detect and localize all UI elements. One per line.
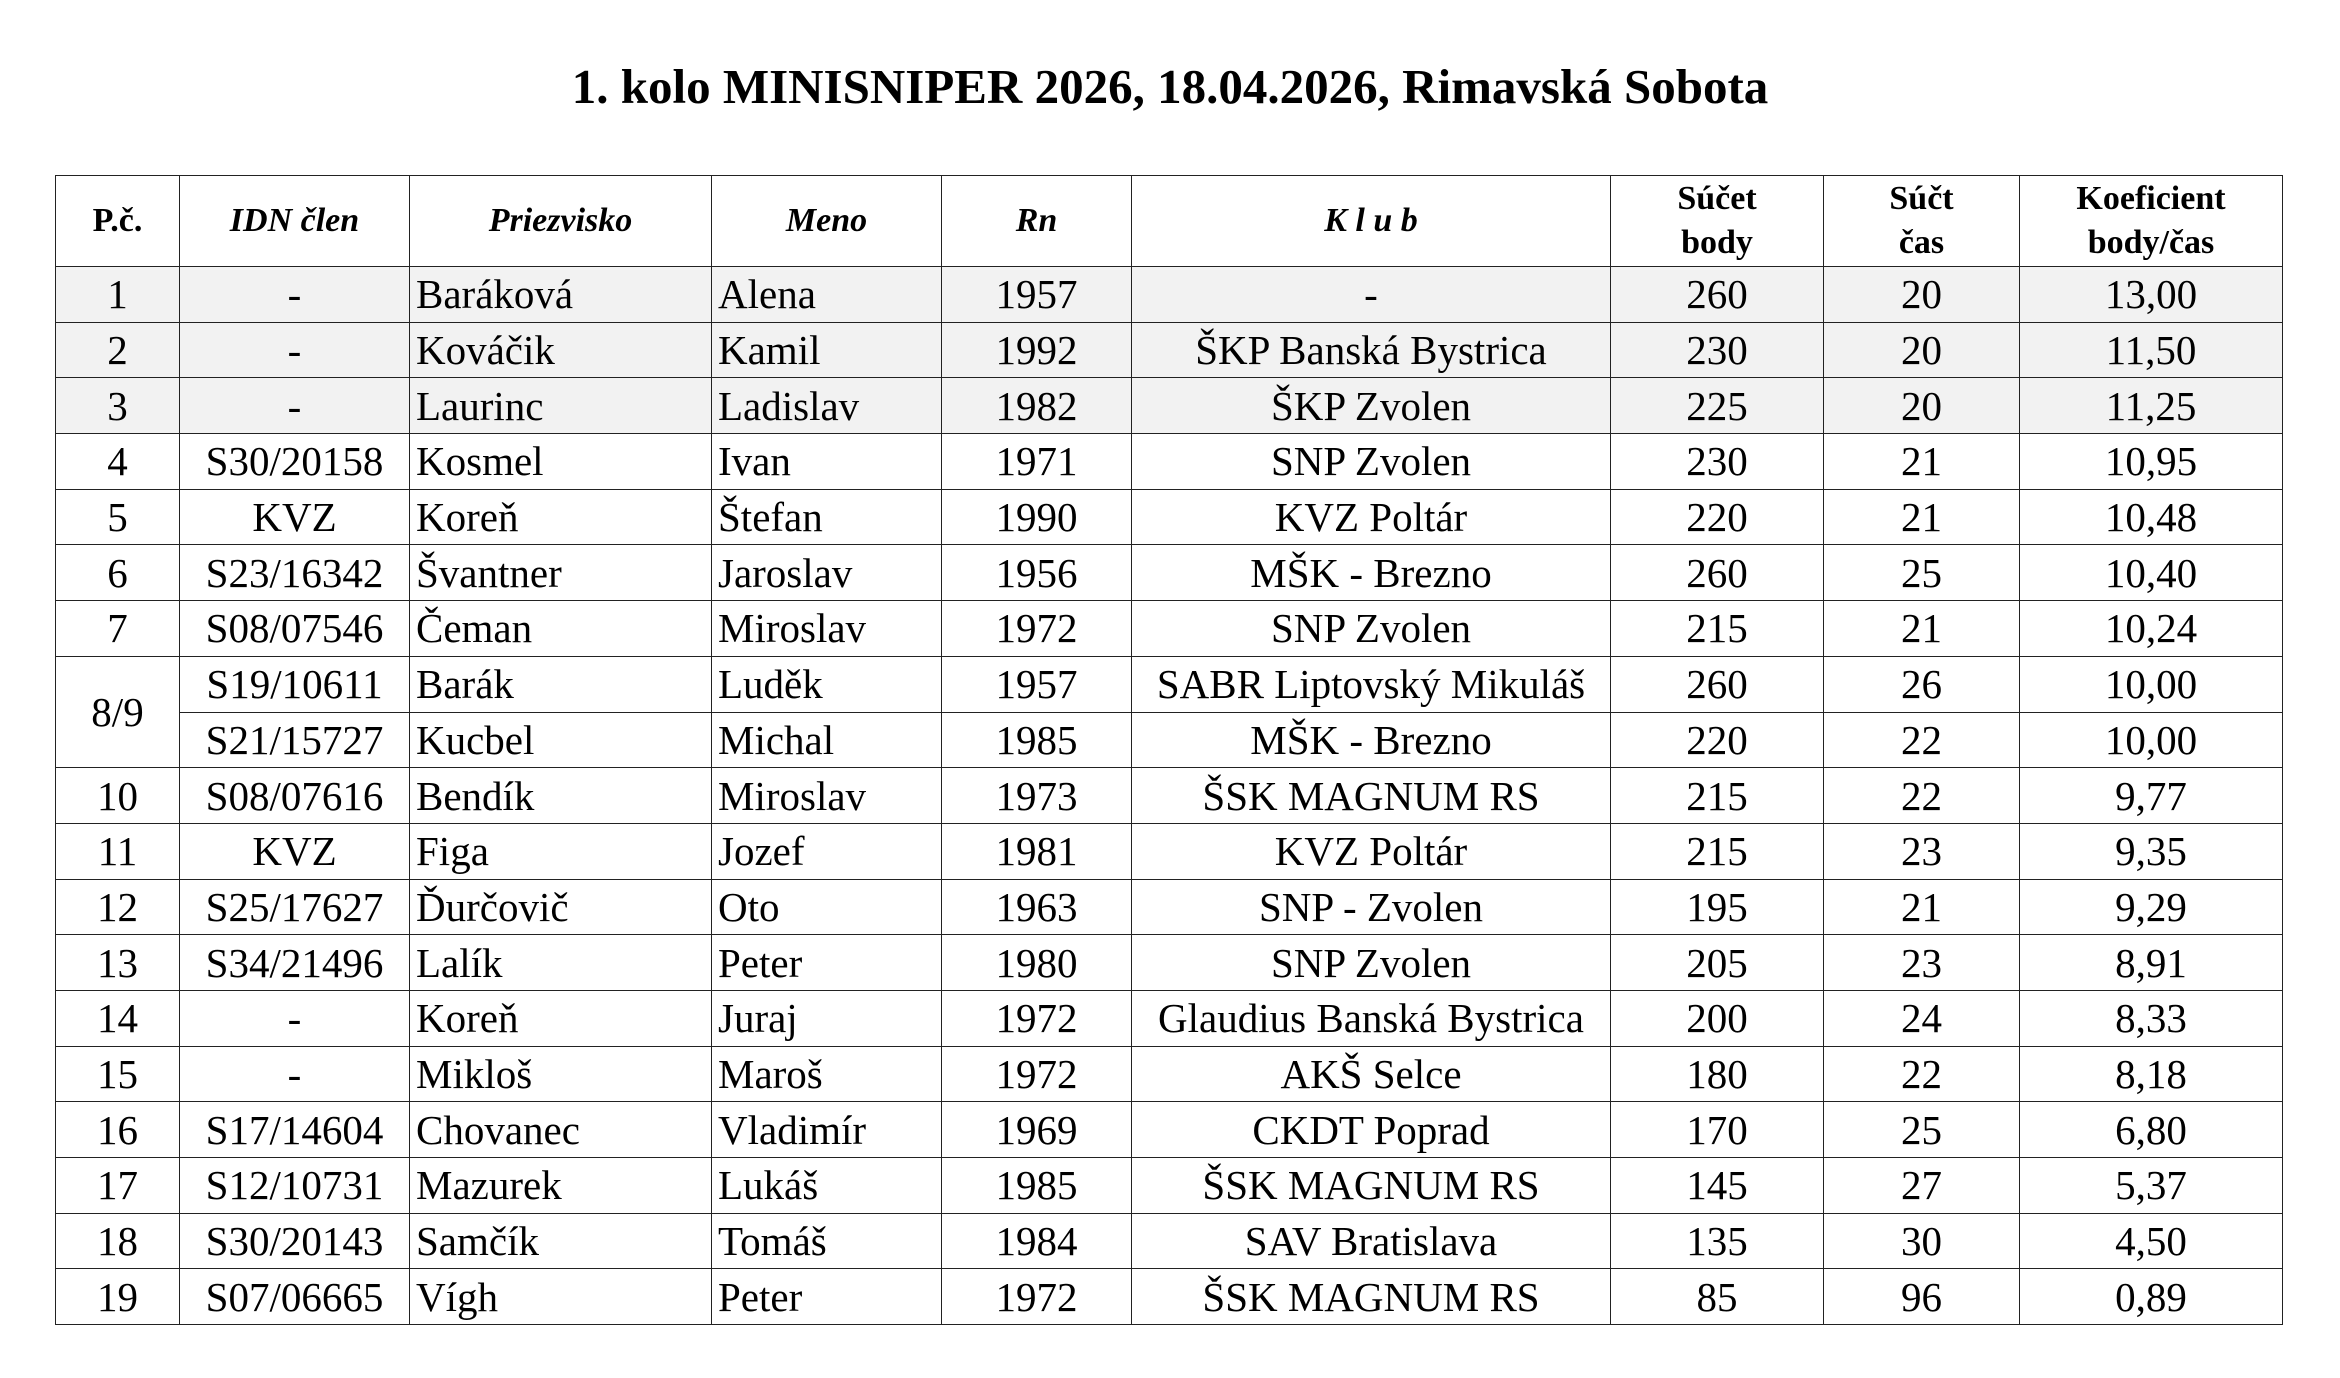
- cell-sucet-cas: 21: [1824, 489, 2020, 545]
- cell-idn: S08/07546: [180, 601, 410, 657]
- header-sucet-cas-line1: Súčt: [1889, 180, 1954, 217]
- cell-sucet-body: 260: [1611, 267, 1824, 323]
- cell-sucet-cas: 30: [1824, 1213, 2020, 1269]
- header-klub: K l u b: [1132, 176, 1611, 267]
- cell-meno: Jaroslav: [712, 545, 942, 601]
- cell-sucet-cas: 21: [1824, 879, 2020, 935]
- cell-sucet-body: 135: [1611, 1213, 1824, 1269]
- cell-rn: 1969: [942, 1102, 1132, 1158]
- cell-koeficient: 8,91: [2020, 935, 2283, 991]
- cell-pc: 19: [56, 1269, 180, 1325]
- cell-rn: 1957: [942, 656, 1132, 712]
- header-sucet-cas-line2: čas: [1898, 224, 1945, 261]
- cell-koeficient: 6,80: [2020, 1102, 2283, 1158]
- cell-meno: Juraj: [712, 990, 942, 1046]
- cell-sucet-cas: 25: [1824, 1102, 2020, 1158]
- cell-idn: -: [180, 1046, 410, 1102]
- header-sucet-body: [1611, 176, 1824, 267]
- cell-rn: 1990: [942, 489, 1132, 545]
- cell-klub: Glaudius Banská Bystrica: [1132, 990, 1611, 1046]
- results-table: [55, 175, 2283, 1325]
- cell-rn: 1972: [942, 1046, 1132, 1102]
- cell-priezvisko: Kucbel: [410, 712, 712, 768]
- cell-sucet-cas: 20: [1824, 378, 2020, 434]
- table-row: [56, 879, 2283, 935]
- cell-priezvisko: Čeman: [410, 601, 712, 657]
- cell-sucet-body: 215: [1611, 768, 1824, 824]
- cell-sucet-body: 170: [1611, 1102, 1824, 1158]
- table-row: [56, 1046, 2283, 1102]
- cell-meno: Luděk: [712, 656, 942, 712]
- cell-priezvisko: Kováčik: [410, 322, 712, 378]
- cell-rn: 1956: [942, 545, 1132, 601]
- header-sucet-body-line2: body: [1681, 224, 1753, 261]
- cell-sucet-cas: 23: [1824, 823, 2020, 879]
- cell-klub: AKŠ Selce: [1132, 1046, 1611, 1102]
- cell-klub: SNP Zvolen: [1132, 434, 1611, 490]
- header-sucet-cas: [1824, 176, 2020, 267]
- cell-pc: 14: [56, 990, 180, 1046]
- cell-meno: Kamil: [712, 322, 942, 378]
- cell-idn: S07/06665: [180, 1269, 410, 1325]
- cell-sucet-cas: 96: [1824, 1269, 2020, 1325]
- cell-koeficient: 8,18: [2020, 1046, 2283, 1102]
- cell-koeficient: 9,35: [2020, 823, 2283, 879]
- cell-klub: SABR Liptovský Mikuláš: [1132, 656, 1611, 712]
- cell-meno: Tomáš: [712, 1213, 942, 1269]
- cell-klub: CKDT Poprad: [1132, 1102, 1611, 1158]
- cell-klub: ŠSK MAGNUM RS: [1132, 768, 1611, 824]
- cell-pc: 2: [56, 322, 180, 378]
- cell-priezvisko: Vígh: [410, 1269, 712, 1325]
- header-koeficient-line1: Koeficient: [2076, 180, 2226, 217]
- cell-sucet-body: 230: [1611, 322, 1824, 378]
- table-row: [56, 434, 2283, 490]
- cell-klub: SNP Zvolen: [1132, 601, 1611, 657]
- cell-priezvisko: Bendík: [410, 768, 712, 824]
- table-row: [56, 1269, 2283, 1325]
- cell-pc: 8/9: [56, 656, 180, 767]
- cell-priezvisko: Figa: [410, 823, 712, 879]
- cell-rn: 1972: [942, 990, 1132, 1046]
- cell-koeficient: 13,00: [2020, 267, 2283, 323]
- cell-klub: MŠK - Brezno: [1132, 545, 1611, 601]
- cell-pc: 13: [56, 935, 180, 991]
- cell-pc: 3: [56, 378, 180, 434]
- cell-sucet-cas: 22: [1824, 1046, 2020, 1102]
- cell-pc: 12: [56, 879, 180, 935]
- table-row: [56, 267, 2283, 323]
- cell-sucet-body: 180: [1611, 1046, 1824, 1102]
- cell-sucet-cas: 23: [1824, 935, 2020, 991]
- cell-sucet-body: 85: [1611, 1269, 1824, 1325]
- cell-meno: Peter: [712, 935, 942, 991]
- cell-pc: 1: [56, 267, 180, 323]
- cell-meno: Ladislav: [712, 378, 942, 434]
- cell-sucet-cas: 21: [1824, 434, 2020, 490]
- cell-rn: 1980: [942, 935, 1132, 991]
- cell-klub: -: [1132, 267, 1611, 323]
- cell-idn: S17/14604: [180, 1102, 410, 1158]
- cell-koeficient: 5,37: [2020, 1158, 2283, 1214]
- cell-meno: Ivan: [712, 434, 942, 490]
- header-meno: Meno: [712, 176, 942, 267]
- cell-idn: KVZ: [180, 489, 410, 545]
- cell-rn: 1981: [942, 823, 1132, 879]
- header-koeficient-line2: body/čas: [2087, 224, 2215, 261]
- cell-meno: Alena: [712, 267, 942, 323]
- cell-priezvisko: Lalík: [410, 935, 712, 991]
- cell-koeficient: 10,00: [2020, 712, 2283, 768]
- table-header-row: [56, 176, 2283, 267]
- cell-idn: S30/20158: [180, 434, 410, 490]
- header-idn: IDN člen: [180, 176, 410, 267]
- cell-idn: S12/10731: [180, 1158, 410, 1214]
- cell-rn: 1972: [942, 1269, 1132, 1325]
- cell-rn: 1984: [942, 1213, 1132, 1269]
- cell-sucet-body: 195: [1611, 879, 1824, 935]
- cell-koeficient: 8,33: [2020, 990, 2283, 1046]
- cell-sucet-cas: 21: [1824, 601, 2020, 657]
- cell-rn: 1982: [942, 378, 1132, 434]
- header-sucet-body-line1: Súčet: [1677, 180, 1757, 217]
- table-row: [56, 935, 2283, 991]
- cell-koeficient: 0,89: [2020, 1269, 2283, 1325]
- cell-pc: 4: [56, 434, 180, 490]
- header-koeficient: [2020, 176, 2283, 267]
- cell-priezvisko: Kosmel: [410, 434, 712, 490]
- table-row: [56, 656, 2283, 712]
- header-pc: P.č.: [56, 176, 180, 267]
- header-priezvisko: Priezvisko: [410, 176, 712, 267]
- cell-meno: Miroslav: [712, 601, 942, 657]
- cell-rn: 1971: [942, 434, 1132, 490]
- cell-koeficient: 11,50: [2020, 322, 2283, 378]
- table-row: [56, 768, 2283, 824]
- table-row: [56, 1213, 2283, 1269]
- cell-pc: 10: [56, 768, 180, 824]
- cell-rn: 1957: [942, 267, 1132, 323]
- cell-sucet-body: 215: [1611, 601, 1824, 657]
- table-row: [56, 712, 2283, 768]
- cell-sucet-cas: 22: [1824, 768, 2020, 824]
- cell-idn: S19/10611: [180, 656, 410, 712]
- cell-sucet-cas: 25: [1824, 545, 2020, 601]
- cell-sucet-cas: 24: [1824, 990, 2020, 1046]
- cell-meno: Lukáš: [712, 1158, 942, 1214]
- cell-koeficient: 9,29: [2020, 879, 2283, 935]
- cell-koeficient: 10,48: [2020, 489, 2283, 545]
- cell-klub: ŠKP Banská Bystrica: [1132, 322, 1611, 378]
- cell-sucet-body: 220: [1611, 712, 1824, 768]
- table-row: [56, 1102, 2283, 1158]
- results-body: [56, 267, 2283, 1325]
- cell-klub: MŠK - Brezno: [1132, 712, 1611, 768]
- page-title: 1. kolo MINISNIPER 2026, 18.04.2026, Rimavská Sobota: [571, 59, 1769, 114]
- cell-priezvisko: Švantner: [410, 545, 712, 601]
- cell-pc: 18: [56, 1213, 180, 1269]
- cell-sucet-body: 230: [1611, 434, 1824, 490]
- cell-sucet-body: 225: [1611, 378, 1824, 434]
- cell-idn: KVZ: [180, 823, 410, 879]
- cell-priezvisko: Koreň: [410, 489, 712, 545]
- cell-sucet-cas: 22: [1824, 712, 2020, 768]
- cell-klub: ŠSK MAGNUM RS: [1132, 1269, 1611, 1325]
- cell-priezvisko: Baráková: [410, 267, 712, 323]
- cell-priezvisko: Samčík: [410, 1213, 712, 1269]
- table-row: [56, 322, 2283, 378]
- cell-koeficient: 10,40: [2020, 545, 2283, 601]
- cell-rn: 1972: [942, 601, 1132, 657]
- cell-sucet-cas: 20: [1824, 267, 2020, 323]
- cell-rn: 1985: [942, 712, 1132, 768]
- cell-koeficient: 4,50: [2020, 1213, 2283, 1269]
- table-row: [56, 601, 2283, 657]
- table-row: [56, 545, 2283, 601]
- cell-koeficient: 9,77: [2020, 768, 2283, 824]
- cell-idn: -: [180, 990, 410, 1046]
- cell-meno: Miroslav: [712, 768, 942, 824]
- cell-meno: Maroš: [712, 1046, 942, 1102]
- cell-koeficient: 10,00: [2020, 656, 2283, 712]
- cell-pc: 16: [56, 1102, 180, 1158]
- cell-pc: 11: [56, 823, 180, 879]
- cell-koeficient: 10,95: [2020, 434, 2283, 490]
- cell-idn: S34/21496: [180, 935, 410, 991]
- table-row: [56, 1158, 2283, 1214]
- cell-klub: ŠSK MAGNUM RS: [1132, 1158, 1611, 1214]
- cell-idn: S08/07616: [180, 768, 410, 824]
- table-row: [56, 823, 2283, 879]
- cell-sucet-body: 215: [1611, 823, 1824, 879]
- cell-klub: SNP Zvolen: [1132, 935, 1611, 991]
- cell-idn: S30/20143: [180, 1213, 410, 1269]
- cell-idn: S25/17627: [180, 879, 410, 935]
- cell-klub: SNP - Zvolen: [1132, 879, 1611, 935]
- cell-priezvisko: Chovanec: [410, 1102, 712, 1158]
- cell-klub: SAV Bratislava: [1132, 1213, 1611, 1269]
- cell-meno: Oto: [712, 879, 942, 935]
- cell-sucet-body: 200: [1611, 990, 1824, 1046]
- cell-sucet-body: 205: [1611, 935, 1824, 991]
- cell-idn: -: [180, 267, 410, 323]
- cell-sucet-body: 260: [1611, 545, 1824, 601]
- header-rn: Rn: [942, 176, 1132, 267]
- cell-meno: Michal: [712, 712, 942, 768]
- cell-priezvisko: Laurinc: [410, 378, 712, 434]
- cell-pc: 15: [56, 1046, 180, 1102]
- cell-sucet-cas: 20: [1824, 322, 2020, 378]
- table-row: [56, 489, 2283, 545]
- cell-koeficient: 11,25: [2020, 378, 2283, 434]
- table-row: [56, 378, 2283, 434]
- cell-sucet-cas: 27: [1824, 1158, 2020, 1214]
- table-row: [56, 990, 2283, 1046]
- cell-rn: 1985: [942, 1158, 1132, 1214]
- cell-idn: S21/15727: [180, 712, 410, 768]
- cell-priezvisko: Ďurčovič: [410, 879, 712, 935]
- cell-meno: Peter: [712, 1269, 942, 1325]
- cell-klub: ŠKP Zvolen: [1132, 378, 1611, 434]
- cell-pc: 7: [56, 601, 180, 657]
- cell-priezvisko: Barák: [410, 656, 712, 712]
- cell-koeficient: 10,24: [2020, 601, 2283, 657]
- cell-rn: 1963: [942, 879, 1132, 935]
- cell-klub: KVZ Poltár: [1132, 823, 1611, 879]
- cell-rn: 1973: [942, 768, 1132, 824]
- cell-sucet-body: 145: [1611, 1158, 1824, 1214]
- cell-meno: Štefan: [712, 489, 942, 545]
- cell-rn: 1992: [942, 322, 1132, 378]
- cell-sucet-cas: 26: [1824, 656, 2020, 712]
- cell-idn: -: [180, 322, 410, 378]
- cell-sucet-body: 260: [1611, 656, 1824, 712]
- cell-pc: 17: [56, 1158, 180, 1214]
- cell-priezvisko: Koreň: [410, 990, 712, 1046]
- cell-klub: KVZ Poltár: [1132, 489, 1611, 545]
- cell-meno: Vladimír: [712, 1102, 942, 1158]
- cell-priezvisko: Mazurek: [410, 1158, 712, 1214]
- cell-pc: 6: [56, 545, 180, 601]
- cell-idn: -: [180, 378, 410, 434]
- cell-idn: S23/16342: [180, 545, 410, 601]
- cell-meno: Jozef: [712, 823, 942, 879]
- cell-pc: 5: [56, 489, 180, 545]
- cell-priezvisko: Mikloš: [410, 1046, 712, 1102]
- cell-sucet-body: 220: [1611, 489, 1824, 545]
